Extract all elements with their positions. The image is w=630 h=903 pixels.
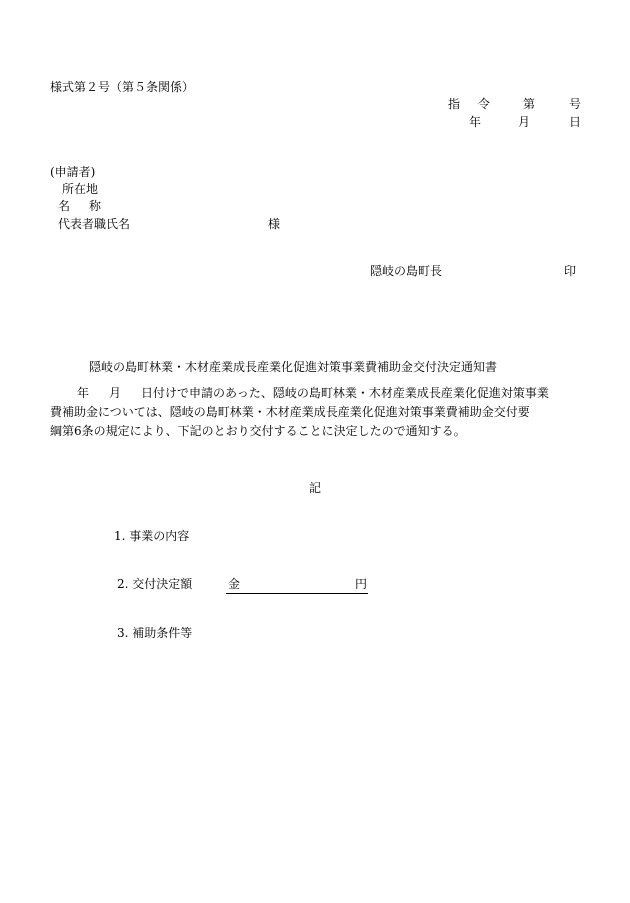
body-year: 年 (77, 386, 90, 400)
header-year: 年 (469, 115, 482, 129)
body-month: 月 (109, 386, 122, 400)
applicant-honorific: 様 (268, 217, 281, 231)
applicant-representative-label: 代表者職氏名 (58, 217, 131, 231)
body-line-3: 綱第6条の規定により、下記のとおり交付することに決定したので通知する。 (50, 424, 466, 438)
item-2-label: 2. 交付決定額 (117, 577, 193, 591)
amount-underline (226, 593, 368, 594)
applicant-address-label: 所在地 (62, 182, 99, 196)
ki-heading: 記 (309, 481, 322, 495)
header-dai: 第 (523, 97, 536, 111)
issuer-name: 隠岐の島町長 (370, 264, 443, 278)
body-paragraph (50, 384, 582, 441)
body-line-1-rest: 日付けで申請のあった、隠岐の島町林業・木材産業成長産業化促進対策事業 (141, 386, 549, 400)
applicant-name-label-2: 称 (89, 199, 102, 213)
header-order: 令 (478, 97, 491, 111)
issuer-seal: 印 (564, 264, 577, 278)
amount-unit: 円 (355, 577, 368, 591)
header-designation: 指 (448, 97, 461, 111)
header-month: 月 (518, 115, 531, 129)
form-label: 様式第２号（第５条関係） (50, 80, 195, 94)
amount-prefix: 金 (228, 577, 241, 591)
document-title: 隠岐の島町林業・木材産業成長産業化促進対策事業費補助金交付決定通知書 (89, 360, 498, 374)
item-3-label: 3. 補助条件等 (117, 626, 193, 640)
body-line-2: 費補助金については、隠岐の島町林業・木材産業成長産業化促進対策事業費補助金交付要 (50, 405, 530, 419)
applicant-name-label-1: 名 (58, 199, 71, 213)
header-go: 号 (569, 97, 582, 111)
body-line-1 (50, 384, 582, 403)
header-day: 日 (569, 115, 582, 129)
item-1-label: 1. 事業の内容 (114, 529, 190, 543)
applicant-heading: (申請者) (50, 165, 96, 179)
